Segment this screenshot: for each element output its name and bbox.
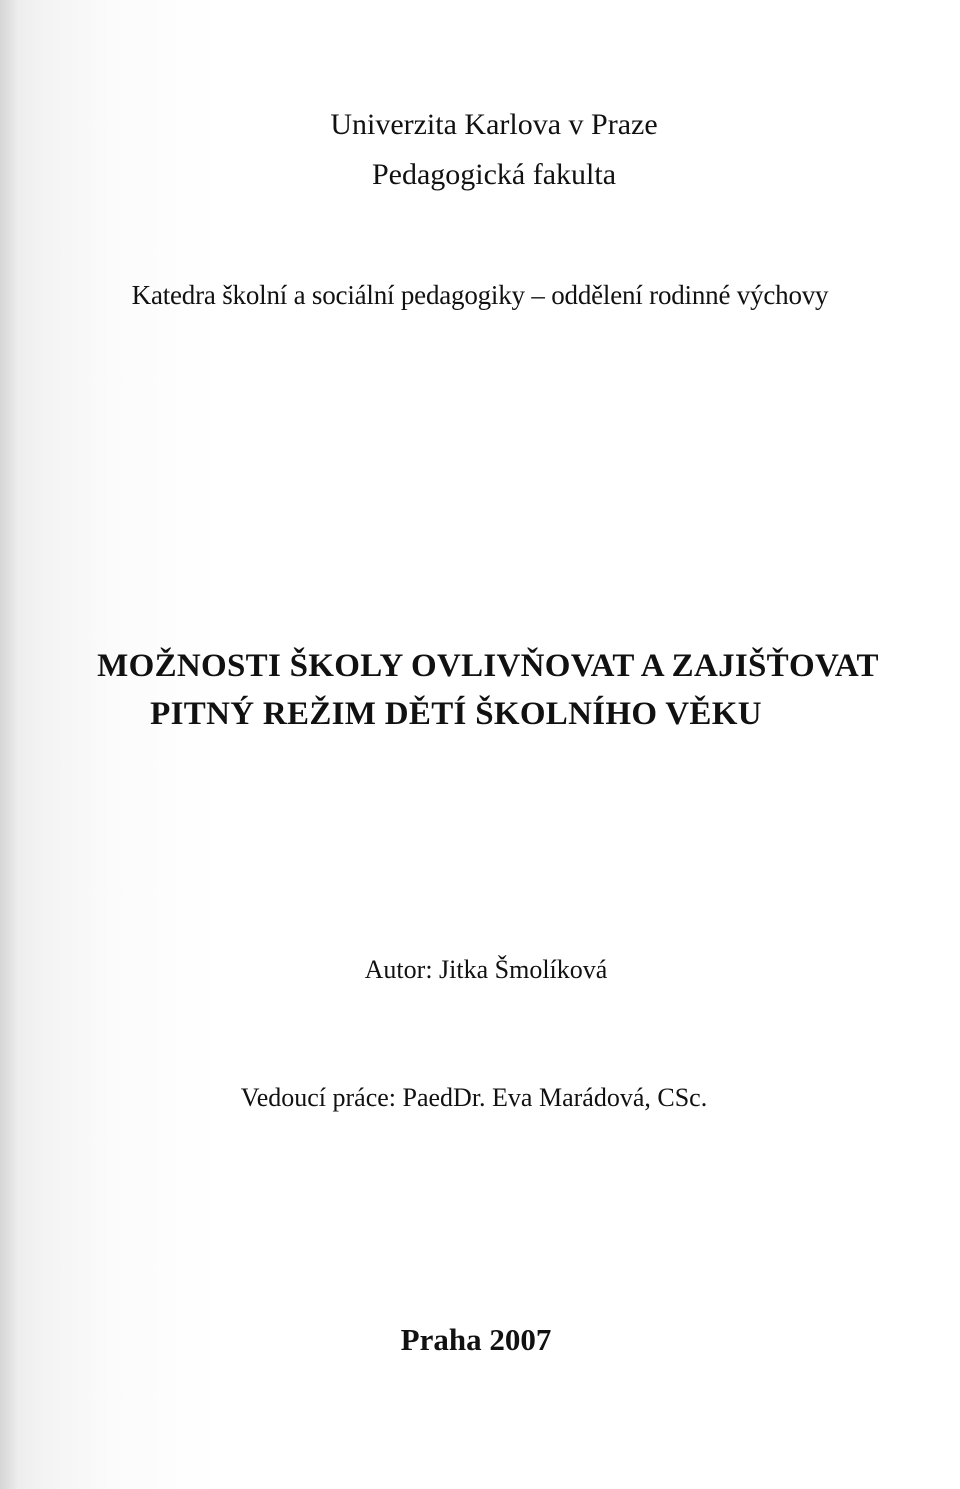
author: Autor: Jitka Šmolíková xyxy=(364,955,608,984)
university-name: Univerzita Karlova v Praze xyxy=(330,108,658,141)
supervisor: Vedoucí práce: PaedDr. Eva Marádová, CSc. xyxy=(240,1083,708,1112)
faculty-name: Pedagogická fakulta xyxy=(371,158,617,191)
thesis-title-line-1: MOŽNOSTI ŠKOLY OVLIVŇOVAT A ZAJIŠŤOVAT xyxy=(97,648,879,684)
place-and-year: Praha 2007 xyxy=(400,1322,552,1357)
thesis-title-line-2: PITNÝ REŽIM DĚTÍ ŠKOLNÍHO VĚKU xyxy=(150,696,762,732)
department-name: Katedra školní a sociální pedagogiky – oddělení rodinné výchovy xyxy=(131,280,829,310)
scan-shadow xyxy=(0,0,18,1489)
